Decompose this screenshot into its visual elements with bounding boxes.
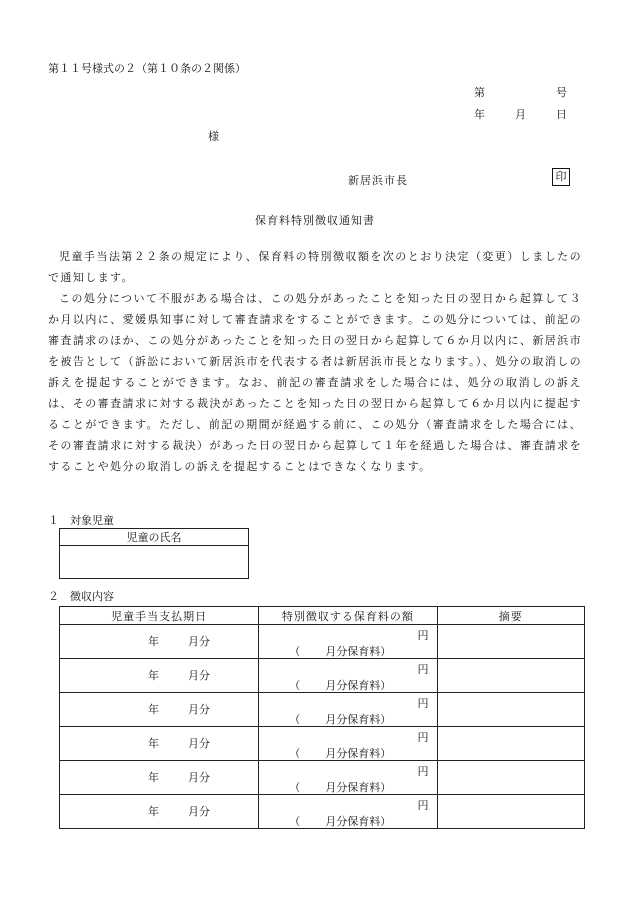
amount-header: 特別徴収する保育料の額 [259, 607, 437, 625]
amount-cell[interactable] [259, 693, 437, 727]
row-year: 年 [148, 805, 159, 818]
note-cell[interactable] [437, 693, 584, 727]
table-row [60, 727, 585, 761]
amount-cell[interactable] [259, 625, 437, 659]
row-year: 年 [148, 771, 159, 784]
row-paren: （ [289, 747, 301, 760]
row-detail: 月分保育料） [325, 747, 392, 760]
form-number: 第１１号様式の２（第１０条の２関係） [48, 62, 246, 75]
amount-cell[interactable] [259, 727, 437, 761]
payment-date-header: 児童手当支払期日 [60, 607, 259, 625]
target-child-table [59, 528, 249, 579]
row-detail: 月分保育料） [325, 781, 392, 794]
row-detail: 月分保育料） [325, 645, 392, 658]
number-suffix: 号 [556, 86, 567, 99]
payment-date-cell[interactable] [60, 659, 259, 693]
issuer-name: 新居浜市長 [348, 174, 408, 187]
row-paren: （ [289, 645, 301, 658]
row-month: 月分 [188, 737, 210, 750]
payment-date-cell[interactable] [60, 795, 259, 829]
date-month: 月 [515, 108, 526, 121]
child-name-header: 児童の氏名 [60, 529, 249, 546]
number-prefix: 第 [474, 86, 485, 99]
section1-heading: １ 対象児童 [48, 514, 114, 527]
payment-date-cell[interactable] [60, 693, 259, 727]
row-yen: 円 [417, 765, 429, 778]
payment-date-cell[interactable] [60, 761, 259, 795]
note-header: 摘要 [437, 607, 584, 625]
row-month: 月分 [188, 771, 210, 784]
row-year: 年 [148, 703, 159, 716]
table-row [60, 795, 585, 829]
row-yen: 円 [417, 697, 429, 710]
row-month: 月分 [188, 669, 210, 682]
row-detail: 月分保育料） [325, 815, 392, 828]
note-cell[interactable] [437, 761, 584, 795]
row-paren: （ [289, 713, 301, 726]
amount-cell[interactable] [259, 795, 437, 829]
row-paren: （ [289, 781, 301, 794]
table-row [60, 625, 585, 659]
document-title: 保育料特別徴収通知書 [255, 214, 375, 227]
child-name-cell[interactable] [60, 546, 249, 579]
body-text [48, 246, 582, 477]
row-paren: （ [289, 815, 301, 828]
body-paragraph-2: この処分について不服がある場合は、この処分があったことを知った日の翌日から起算して３か月以内に、愛媛県知事に対して審査請求をすることができます。この処分については、前記の審査請求のほか、この処分があったことを知った日の翌日から起算して６か月以内に、新居浜市を被告として（訴訟において新居浜市を代表する者は新居浜市長となります。）、処分の取消しの訴えを提起することができます。なお、前記の審査請求をした場合には、処分の取消しの訴えは、その審査請求に対する裁決があったことを知った日の翌日から起算して６か月以内に提起することができます。ただし、前記の期間が経過する前に、この処分（審査請求をした場合には、その審査請求に対する裁決）があった日の翌日から起算して１年を経過した場合は、審査請求をすることや処分の取消しの訴えを提起することはできなくなります。 [48, 292, 582, 473]
row-yen: 円 [417, 799, 429, 812]
note-cell[interactable] [437, 659, 584, 693]
row-year: 年 [148, 669, 159, 682]
note-cell[interactable] [437, 727, 584, 761]
row-detail: 月分保育料） [325, 679, 392, 692]
amount-cell[interactable] [259, 659, 437, 693]
row-month: 月分 [188, 805, 210, 818]
body-paragraph-1: 児童手当法第２２条の規定により、保育料の特別徴収額を次のとおり決定（変更）しましたので通知します。 [48, 250, 582, 284]
table-row [60, 761, 585, 795]
date-day: 日 [556, 108, 567, 121]
table-row [60, 659, 585, 693]
table-row [60, 693, 585, 727]
row-month: 月分 [188, 703, 210, 716]
row-yen: 円 [417, 731, 429, 744]
row-yen: 円 [417, 663, 429, 676]
row-paren: （ [289, 679, 301, 692]
seal-stamp: 印 [552, 168, 570, 186]
amount-cell[interactable] [259, 761, 437, 795]
row-year: 年 [148, 737, 159, 750]
note-cell[interactable] [437, 625, 584, 659]
row-yen: 円 [417, 629, 429, 642]
payment-date-cell[interactable] [60, 727, 259, 761]
row-detail: 月分保育料） [325, 713, 392, 726]
row-year: 年 [148, 635, 159, 648]
row-month: 月分 [188, 635, 210, 648]
collection-table [59, 606, 585, 829]
date-year: 年 [474, 108, 485, 121]
recipient-honorific: 様 [208, 130, 219, 143]
section2-heading: ２ 徴収内容 [48, 590, 114, 603]
note-cell[interactable] [437, 795, 584, 829]
payment-date-cell[interactable] [60, 625, 259, 659]
